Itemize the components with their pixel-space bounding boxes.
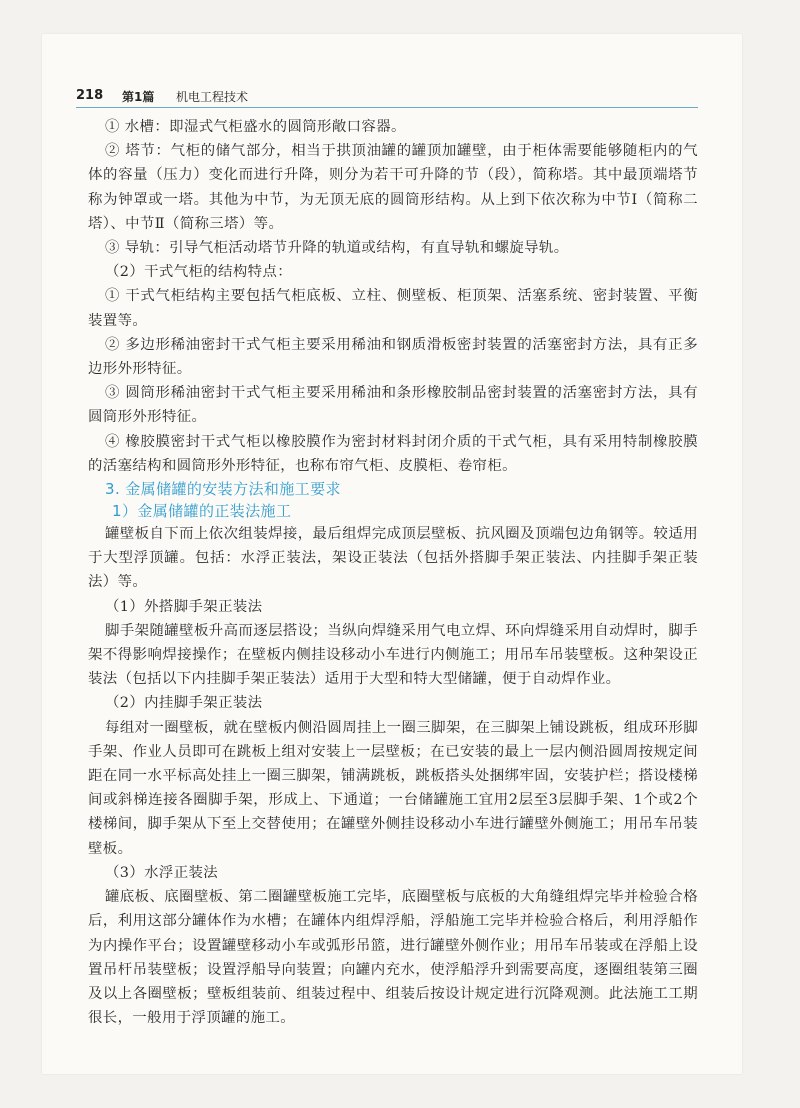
paragraph: ③ 圆筒形稀油密封干式气柜主要采用稀油和条形橡胶制品密封装置的活塞密封方法，具有圆筒形外形特征。 xyxy=(88,385,698,426)
paragraph: 罐底板、底圈壁板、第二圈罐壁板施工完毕，底圈壁板与底板的大角缝组焊完毕并检验合格后，利用这部分罐体作为水槽；在罐体内组焊浮船，浮船施工完毕并检验合格后，利用浮船作为内操作平台；设置罐壁移动小车或弧形吊篮，进行罐壁外侧作业；用吊车吊装或在浮船上设置吊杆吊装壁板；设置浮船导向装置；向罐内充水，使浮船浮升到需要高度，逐圈组装第三圈及以上各圈壁板；壁板组装前、组装过程中、组装后按设计规定进行沉降观测。此法施工工期很长，一般用于浮顶罐的施工。 xyxy=(88,889,698,1027)
page-number: 218 xyxy=(76,88,104,103)
paragraph: 罐壁板自下而上依次组装焊接，最后组焊完成顶层壁板、抗风圈及顶端包边角钢等。较适用于大型浮顶罐。包括：水浮正装法，架设正装法（包括外搭脚手架正装法、内挂脚手架正装法）等。 xyxy=(88,526,698,591)
paragraph: （3）水浮正装法 xyxy=(105,864,219,881)
body-text xyxy=(88,115,698,1030)
section-heading: 3. 金属储罐的安装方法和施工要求 xyxy=(105,480,341,499)
paragraph: （2）内挂脚手架正装法 xyxy=(105,695,263,712)
paragraph: ② 塔节：气柜的储气部分，相当于拱顶油罐的罐顶加罐壁，由于柜体需要能够随柜内的气体的容量（压力）变化而进行升降，则分为若干可升降的节（段），简称塔。其中最顶端塔节称为钟罩或一塔。其他为中节，为无顶无底的圆筒形结构。从上到下依次称为中节Ⅰ（简称二塔）、中节Ⅱ（简称三塔）等。 xyxy=(88,143,698,232)
paragraph: ② 多边形稀油密封干式气柜主要采用稀油和钢质滑板密封装置的活塞密封方法，具有正多边形外形特征。 xyxy=(88,336,698,378)
part-label: 第1篇 xyxy=(122,90,155,104)
paragraph: ④ 橡胶膜密封干式气柜以橡胶膜作为密封材料封闭介质的干式气柜，具有采用特制橡胶膜的活塞结构和圆筒形外形特征，也称布帘气柜、皮膜柜、卷帘柜。 xyxy=(88,433,698,474)
paragraph: 每组对一圈壁板，就在壁板内侧沿圆周挂上一圈三脚架，在三脚架上铺设跳板，组成环形脚手架、作业人员即可在跳板上组对安装上一层壁板；在已安装的最上一层内侧沿圆周按规定间距在同一水平标高处挂上一圈三脚架，铺满跳板，跳板搭头处捆绑牢固，安装护栏；搭设楼梯间或斜梯连接各圈脚手架，形成上、下通道；一台储罐施工宜用2层至3层脚手架、1个或2个楼梯间，脚手架从下至上交替使用；在罐壁外侧挂设移动小车进行罐壁外侧施工；用吊车吊装壁板。 xyxy=(88,719,698,857)
chapter-title: 机电工程技术 xyxy=(176,90,249,104)
paragraph: ① 干式气柜结构主要包括气柜底板、立柱、侧壁板、柜顶架、活塞系统、密封装置、平衡装置等。 xyxy=(88,288,698,329)
paragraph: ③ 导轨：引导气柜活动塔节升降的轨道或结构，有直导轨和螺旋导轨。 xyxy=(105,240,569,257)
paragraph: （2）干式气柜的结构特点： xyxy=(105,264,293,281)
paragraph: 脚手架随罐壁板升高而逐层搭设；当纵向焊缝采用气电立焊、环向焊缝采用自动焊时，脚手架不得影响焊接操作；在壁板内侧挂设移动小车进行内侧施工；用吊车吊装壁板。这种架设正装法（包括以下内挂脚手架正装法）适用于大型和特大型储罐，便于自动焊作业。 xyxy=(88,622,698,688)
paragraph: （1）外搭脚手架正装法 xyxy=(105,598,263,615)
header-rule xyxy=(76,107,698,108)
paragraph: ① 水槽：即湿式气柜盛水的圆筒形敞口容器。 xyxy=(105,119,406,135)
subsection-heading: 1）金属储罐的正装法施工 xyxy=(112,502,292,521)
